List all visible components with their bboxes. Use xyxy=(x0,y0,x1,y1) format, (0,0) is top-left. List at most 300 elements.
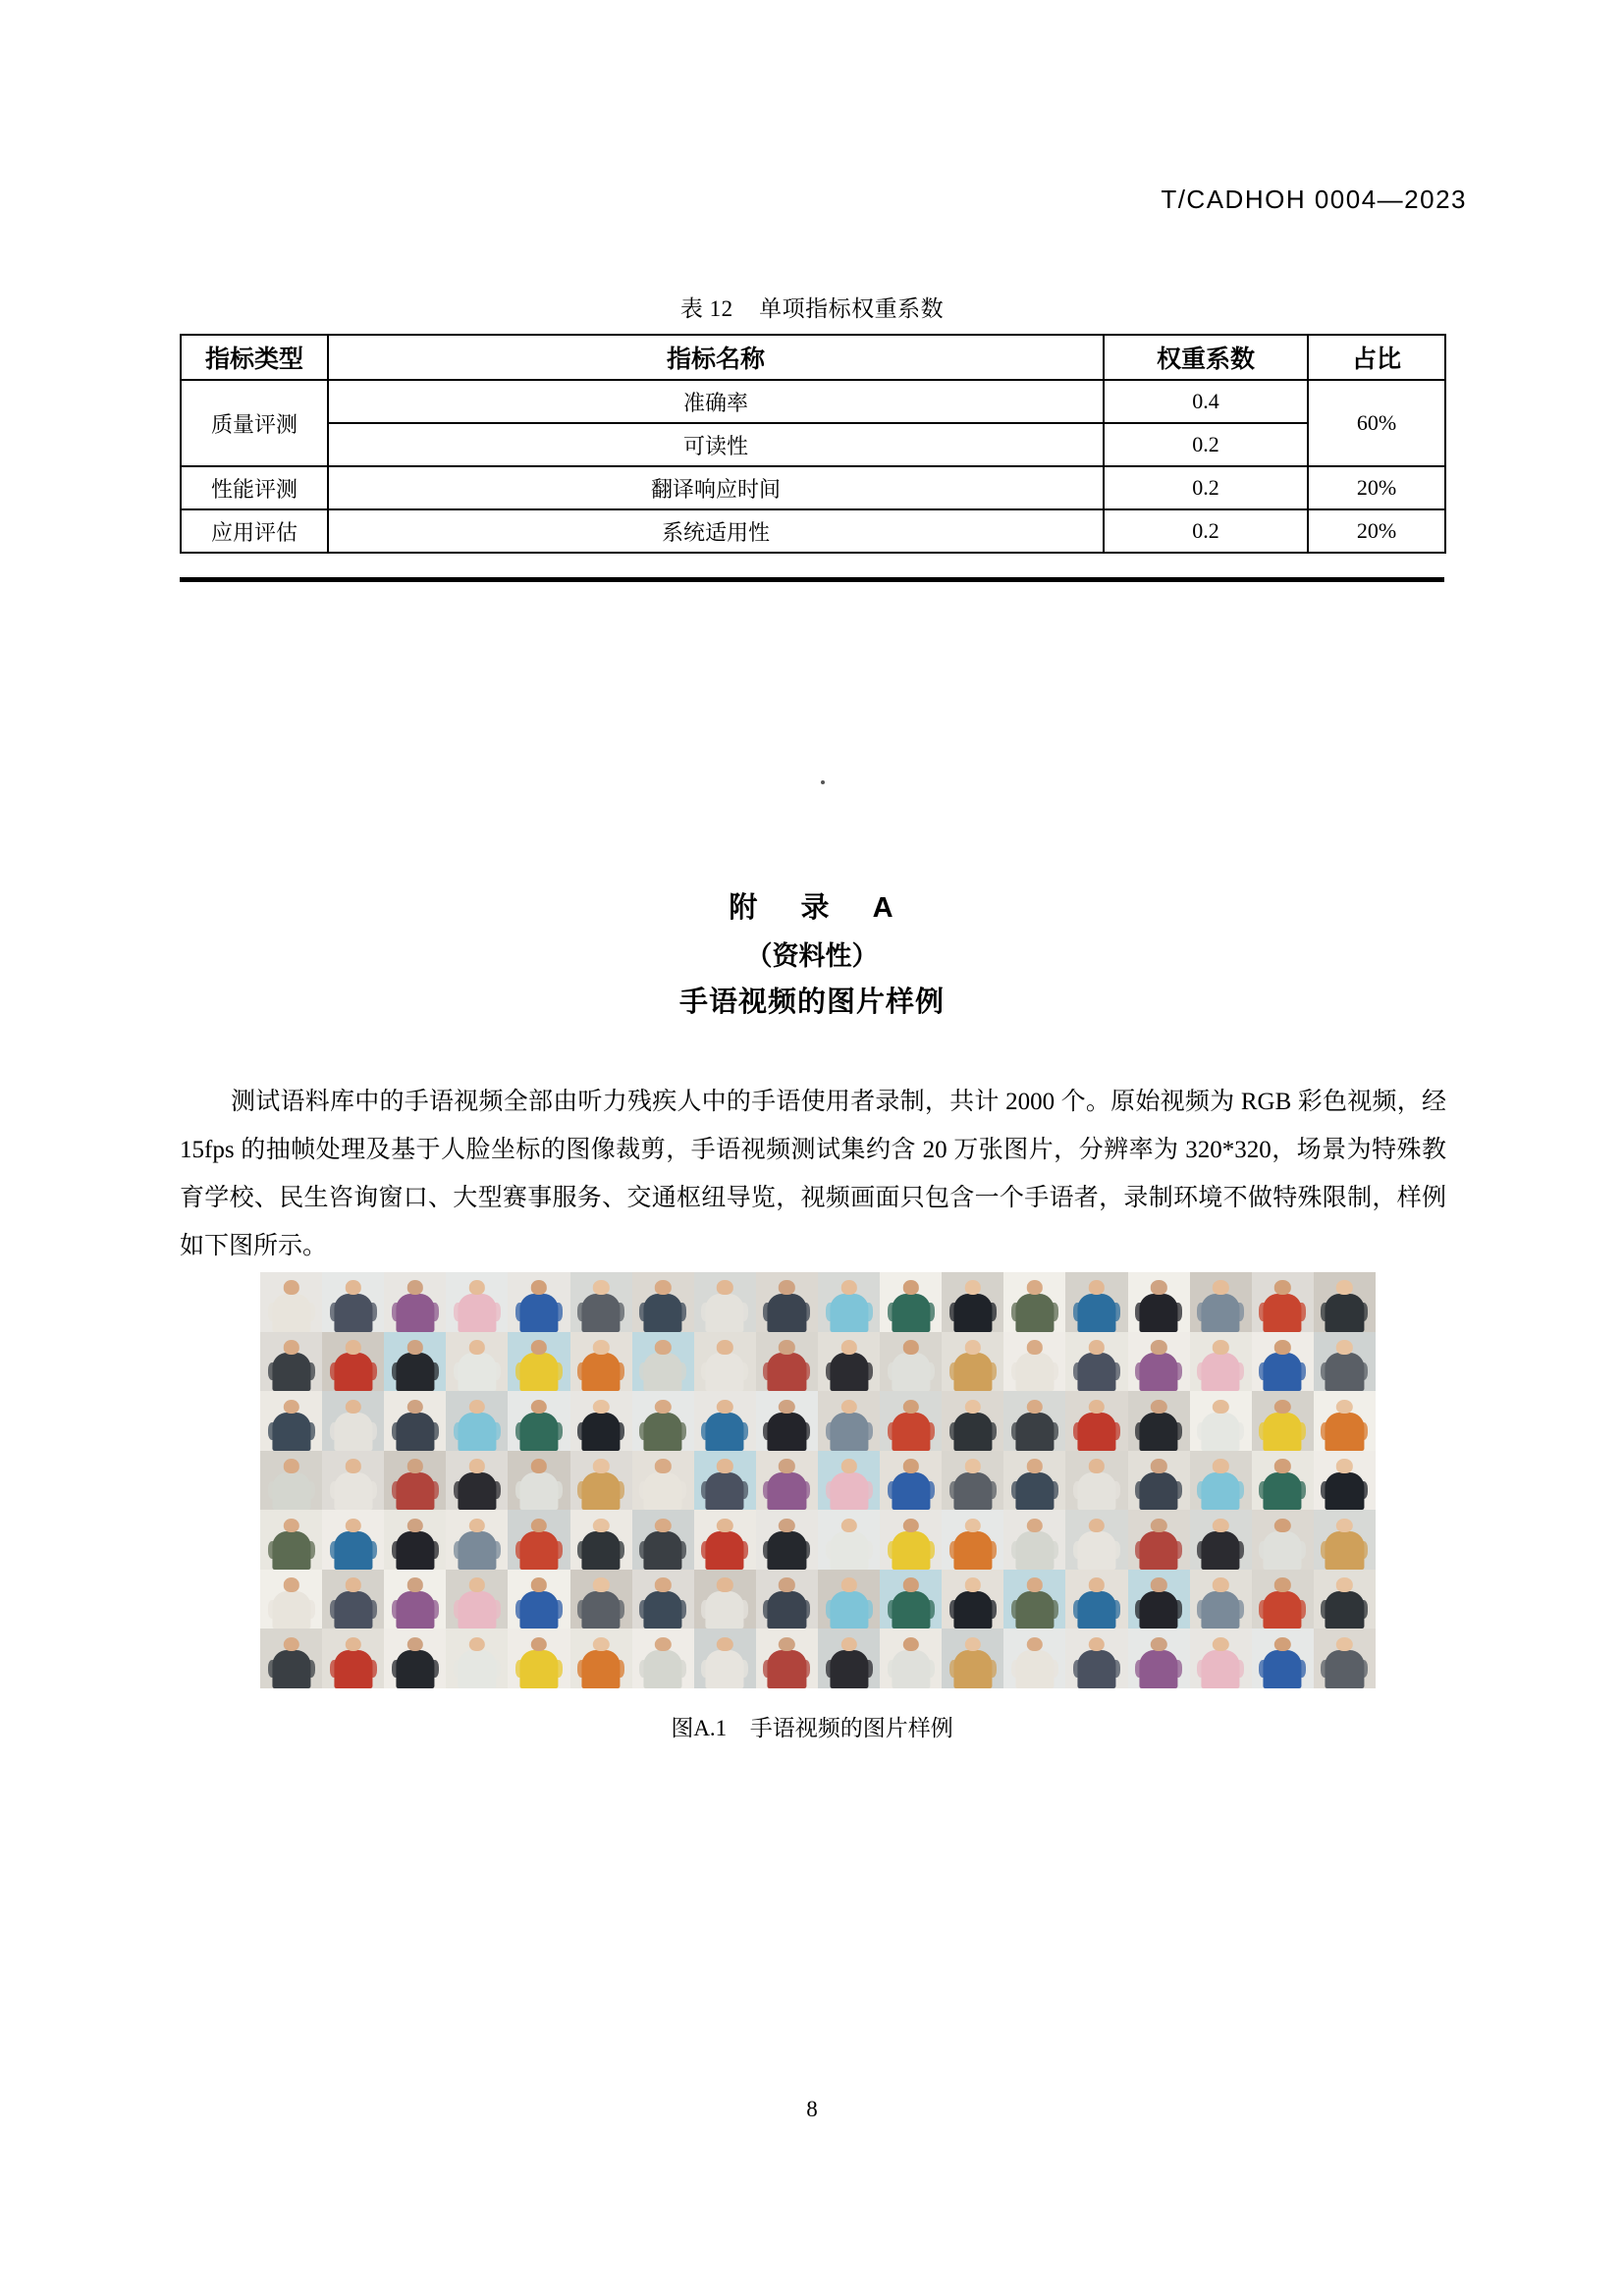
person-head xyxy=(779,1340,794,1355)
photo-cell xyxy=(632,1570,694,1629)
photo-cell xyxy=(260,1391,322,1451)
person-torso xyxy=(953,1472,992,1511)
photo-cell xyxy=(756,1391,818,1451)
photo-cell xyxy=(756,1272,818,1332)
column-header-weight: 权重系数 xyxy=(1104,335,1308,380)
person-head xyxy=(345,1400,360,1415)
photo-cell xyxy=(260,1272,322,1332)
page-number: 8 xyxy=(806,2097,818,2121)
photo-cell xyxy=(1128,1391,1190,1451)
person-head xyxy=(1089,1280,1105,1295)
person-torso xyxy=(272,1472,310,1511)
person-torso xyxy=(706,1591,744,1629)
person-head xyxy=(779,1637,794,1652)
person-head xyxy=(1336,1280,1352,1295)
person-head xyxy=(965,1577,981,1592)
person-torso xyxy=(1140,1353,1178,1391)
person-head xyxy=(345,1519,360,1533)
person-torso xyxy=(458,1353,496,1391)
person-head xyxy=(1274,1459,1290,1473)
person-head xyxy=(593,1519,609,1533)
person-torso xyxy=(582,1353,621,1391)
person-torso xyxy=(1015,1591,1054,1629)
person-head xyxy=(840,1637,856,1652)
person-head xyxy=(655,1400,671,1415)
person-torso xyxy=(644,1294,682,1332)
photo-cell xyxy=(570,1510,632,1570)
person-head xyxy=(531,1340,547,1355)
photo-cell xyxy=(818,1272,880,1332)
person-head xyxy=(345,1280,360,1295)
photo-cell xyxy=(942,1272,1003,1332)
photo-cell xyxy=(1065,1272,1127,1332)
photo-cell xyxy=(694,1391,756,1451)
table-row xyxy=(181,466,1445,509)
person-torso xyxy=(582,1650,621,1688)
photo-cell xyxy=(694,1451,756,1511)
photo-cell xyxy=(942,1451,1003,1511)
person-torso xyxy=(644,1353,682,1391)
person-torso xyxy=(1140,1531,1178,1570)
person-head xyxy=(469,1637,485,1652)
person-torso xyxy=(334,1472,372,1511)
person-torso xyxy=(1202,1353,1240,1391)
photo-cell xyxy=(322,1570,384,1629)
person-head xyxy=(1089,1340,1105,1355)
person-head xyxy=(407,1400,423,1415)
cell-type: 性能评测 xyxy=(181,466,328,509)
person-head xyxy=(407,1637,423,1652)
photo-cell xyxy=(1128,1332,1190,1392)
person-head xyxy=(1336,1519,1352,1533)
photo-cell xyxy=(756,1510,818,1570)
photo-cell xyxy=(508,1570,569,1629)
photo-cell xyxy=(384,1451,446,1511)
photo-cell xyxy=(1003,1332,1065,1392)
person-head xyxy=(1336,1340,1352,1355)
photo-cell xyxy=(1252,1391,1314,1451)
person-torso xyxy=(1326,1353,1364,1391)
person-torso xyxy=(582,1591,621,1629)
cell-share: 20% xyxy=(1308,509,1445,553)
person-torso xyxy=(396,1294,434,1332)
person-torso xyxy=(272,1413,310,1451)
cell-name: 可读性 xyxy=(328,423,1104,466)
photo-cell xyxy=(818,1451,880,1511)
photo-cell xyxy=(1065,1629,1127,1688)
photo-cell xyxy=(446,1391,508,1451)
person-torso xyxy=(519,1472,558,1511)
figure-caption-title: 手语视频的图片样例 xyxy=(749,1716,953,1740)
person-torso xyxy=(334,1294,372,1332)
person-torso xyxy=(1202,1650,1240,1688)
person-torso xyxy=(519,1413,558,1451)
person-torso xyxy=(830,1294,868,1332)
photo-cell xyxy=(818,1570,880,1629)
person-head xyxy=(840,1577,856,1592)
photo-cell xyxy=(942,1332,1003,1392)
person-torso xyxy=(1077,1353,1115,1391)
person-torso xyxy=(1077,1591,1115,1629)
person-torso xyxy=(1140,1591,1178,1629)
photo-cell xyxy=(1252,1629,1314,1688)
person-head xyxy=(593,1340,609,1355)
person-torso xyxy=(1264,1472,1302,1511)
person-head xyxy=(283,1459,298,1473)
person-head xyxy=(840,1519,856,1533)
person-torso xyxy=(1140,1650,1178,1688)
person-torso xyxy=(768,1650,806,1688)
photo-cell xyxy=(570,1570,632,1629)
photo-cell xyxy=(1252,1272,1314,1332)
photo-cell xyxy=(446,1332,508,1392)
person-head xyxy=(1274,1400,1290,1415)
photo-cell xyxy=(384,1570,446,1629)
photo-cell xyxy=(384,1510,446,1570)
person-torso xyxy=(334,1650,372,1688)
person-head xyxy=(593,1577,609,1592)
person-head xyxy=(655,1577,671,1592)
person-torso xyxy=(706,1531,744,1570)
person-torso xyxy=(892,1294,930,1332)
cell-type: 应用评估 xyxy=(181,509,328,553)
person-head xyxy=(840,1400,856,1415)
photo-cell xyxy=(1190,1332,1252,1392)
person-torso xyxy=(830,1413,868,1451)
person-head xyxy=(407,1459,423,1473)
person-head xyxy=(1151,1637,1166,1652)
photo-cell xyxy=(756,1332,818,1392)
table-caption-title: 单项指标权重系数 xyxy=(759,296,945,321)
photo-cell xyxy=(446,1272,508,1332)
person-head xyxy=(1151,1400,1166,1415)
person-torso xyxy=(458,1531,496,1570)
person-head xyxy=(902,1340,918,1355)
person-head xyxy=(1336,1577,1352,1592)
person-torso xyxy=(1015,1413,1054,1451)
photo-cell xyxy=(446,1510,508,1570)
figure-caption xyxy=(0,1710,1624,1742)
photo-cell xyxy=(942,1510,1003,1570)
person-head xyxy=(902,1400,918,1415)
photo-cell xyxy=(942,1391,1003,1451)
photo-cell xyxy=(632,1510,694,1570)
person-head xyxy=(902,1280,918,1295)
photo-cell xyxy=(818,1391,880,1451)
photo-cell xyxy=(260,1570,322,1629)
photo-cell xyxy=(632,1629,694,1688)
photo-cell xyxy=(880,1510,942,1570)
person-head xyxy=(779,1519,794,1533)
person-head xyxy=(965,1280,981,1295)
photo-cell xyxy=(384,1629,446,1688)
photo-cell xyxy=(384,1332,446,1392)
person-head xyxy=(469,1459,485,1473)
person-head xyxy=(717,1400,732,1415)
photo-cell xyxy=(1190,1510,1252,1570)
photo-cell xyxy=(880,1272,942,1332)
photo-cell xyxy=(1314,1570,1376,1629)
photo-cell xyxy=(632,1391,694,1451)
person-head xyxy=(1336,1400,1352,1415)
person-torso xyxy=(953,1650,992,1688)
person-torso xyxy=(396,1472,434,1511)
photo-cell xyxy=(570,1629,632,1688)
person-torso xyxy=(953,1294,992,1332)
person-head xyxy=(1274,1340,1290,1355)
photo-cell xyxy=(942,1570,1003,1629)
person-head xyxy=(407,1519,423,1533)
person-torso xyxy=(706,1353,744,1391)
person-torso xyxy=(582,1472,621,1511)
person-torso xyxy=(768,1591,806,1629)
person-head xyxy=(840,1340,856,1355)
person-torso xyxy=(892,1353,930,1391)
person-head xyxy=(1336,1459,1352,1473)
person-torso xyxy=(1015,1294,1054,1332)
person-torso xyxy=(458,1294,496,1332)
person-head xyxy=(717,1519,732,1533)
person-torso xyxy=(1202,1591,1240,1629)
person-torso xyxy=(1264,1531,1302,1570)
photo-cell xyxy=(322,1451,384,1511)
person-torso xyxy=(1202,1294,1240,1332)
table-row xyxy=(181,509,1445,553)
person-head xyxy=(1274,1637,1290,1652)
person-torso xyxy=(458,1650,496,1688)
photo-cell xyxy=(322,1391,384,1451)
person-torso xyxy=(644,1650,682,1688)
cell-share: 60% xyxy=(1308,380,1445,466)
person-torso xyxy=(830,1531,868,1570)
person-head xyxy=(1213,1280,1228,1295)
cell-weight: 0.2 xyxy=(1104,423,1308,466)
photo-cell xyxy=(508,1272,569,1332)
person-torso xyxy=(1140,1294,1178,1332)
photo-cell xyxy=(508,1510,569,1570)
photo-cell xyxy=(880,1570,942,1629)
person-torso xyxy=(272,1294,310,1332)
person-torso xyxy=(768,1472,806,1511)
photo-cell xyxy=(1003,1451,1065,1511)
person-head xyxy=(1151,1577,1166,1592)
person-head xyxy=(1213,1637,1228,1652)
cell-type: 质量评测 xyxy=(181,380,328,466)
person-head xyxy=(469,1340,485,1355)
cell-share: 20% xyxy=(1308,466,1445,509)
person-head xyxy=(655,1637,671,1652)
figure-caption-label: 图A.1 xyxy=(671,1716,728,1740)
person-head xyxy=(779,1400,794,1415)
person-torso xyxy=(1015,1650,1054,1688)
photo-cell xyxy=(1065,1391,1127,1451)
figure-image-sample-grid xyxy=(260,1272,1376,1688)
person-head xyxy=(407,1340,423,1355)
photo-cell xyxy=(260,1451,322,1511)
photo-cell xyxy=(1314,1510,1376,1570)
person-torso xyxy=(1264,1591,1302,1629)
photo-cell xyxy=(1252,1332,1314,1392)
person-torso xyxy=(768,1413,806,1451)
photo-cell xyxy=(756,1451,818,1511)
person-torso xyxy=(1140,1413,1178,1451)
person-torso xyxy=(1077,1413,1115,1451)
person-torso xyxy=(396,1413,434,1451)
person-torso xyxy=(892,1650,930,1688)
person-head xyxy=(1213,1519,1228,1533)
photo-cell xyxy=(446,1629,508,1688)
person-torso xyxy=(519,1531,558,1570)
person-torso xyxy=(830,1472,868,1511)
person-torso xyxy=(1015,1531,1054,1570)
person-head xyxy=(469,1577,485,1592)
person-head xyxy=(531,1637,547,1652)
photo-cell xyxy=(880,1629,942,1688)
photo-cell xyxy=(1128,1629,1190,1688)
person-head xyxy=(1089,1637,1105,1652)
person-torso xyxy=(272,1591,310,1629)
photo-cell xyxy=(1003,1629,1065,1688)
person-torso xyxy=(1077,1294,1115,1332)
photo-cell xyxy=(632,1272,694,1332)
photo-cell xyxy=(880,1391,942,1451)
person-head xyxy=(345,1577,360,1592)
person-head xyxy=(283,1577,298,1592)
photo-cell xyxy=(1128,1451,1190,1511)
person-head xyxy=(1089,1577,1105,1592)
person-torso xyxy=(519,1353,558,1391)
person-torso xyxy=(768,1353,806,1391)
photo-cell xyxy=(1003,1391,1065,1451)
photo-cell xyxy=(570,1332,632,1392)
person-head xyxy=(469,1280,485,1295)
person-torso xyxy=(1202,1413,1240,1451)
person-torso xyxy=(644,1531,682,1570)
photo-cell xyxy=(942,1629,1003,1688)
person-torso xyxy=(1326,1413,1364,1451)
person-head xyxy=(1274,1577,1290,1592)
person-head xyxy=(407,1280,423,1295)
person-torso xyxy=(644,1591,682,1629)
person-head xyxy=(1151,1519,1166,1533)
person-head xyxy=(655,1340,671,1355)
cell-name: 翻译响应时间 xyxy=(328,466,1104,509)
person-head xyxy=(531,1459,547,1473)
photo-cell xyxy=(1190,1629,1252,1688)
person-torso xyxy=(644,1413,682,1451)
person-torso xyxy=(1326,1591,1364,1629)
person-head xyxy=(1027,1459,1043,1473)
table-row xyxy=(181,380,1445,423)
appendix-letter: A xyxy=(872,892,895,924)
photo-cell xyxy=(818,1332,880,1392)
person-head xyxy=(717,1459,732,1473)
photo-cell xyxy=(1190,1570,1252,1629)
photo-cell xyxy=(1314,1629,1376,1688)
person-torso xyxy=(1202,1472,1240,1511)
person-head xyxy=(283,1637,298,1652)
person-head xyxy=(1336,1637,1352,1652)
person-torso xyxy=(272,1531,310,1570)
photo-cell xyxy=(1065,1510,1127,1570)
person-head xyxy=(965,1459,981,1473)
photo-cell xyxy=(260,1332,322,1392)
photo-cell xyxy=(446,1570,508,1629)
appendix-label-fu: 附 xyxy=(729,892,760,924)
photo-cell xyxy=(880,1332,942,1392)
person-torso xyxy=(706,1413,744,1451)
photo-cell xyxy=(1065,1332,1127,1392)
document-standard-id: T/CADHOH 0004—2023 xyxy=(1161,185,1467,214)
person-head xyxy=(593,1280,609,1295)
photo-cell xyxy=(384,1272,446,1332)
person-torso xyxy=(1077,1531,1115,1570)
person-head xyxy=(965,1637,981,1652)
photo-cell xyxy=(1128,1510,1190,1570)
person-head xyxy=(840,1280,856,1295)
person-torso xyxy=(1202,1531,1240,1570)
person-head xyxy=(717,1280,732,1295)
person-head xyxy=(655,1519,671,1533)
person-torso xyxy=(396,1353,434,1391)
cell-name: 准确率 xyxy=(328,380,1104,423)
person-head xyxy=(1027,1280,1043,1295)
photo-cell xyxy=(632,1332,694,1392)
person-torso xyxy=(519,1294,558,1332)
person-torso xyxy=(953,1353,992,1391)
person-head xyxy=(531,1577,547,1592)
person-torso xyxy=(1140,1472,1178,1511)
person-torso xyxy=(272,1650,310,1688)
person-torso xyxy=(334,1413,372,1451)
person-head xyxy=(469,1400,485,1415)
appendix-nature: （资料性） xyxy=(745,941,879,971)
person-head xyxy=(1027,1637,1043,1652)
person-torso xyxy=(830,1591,868,1629)
page-artifact-dot xyxy=(821,780,825,784)
photo-cell xyxy=(818,1510,880,1570)
person-torso xyxy=(396,1531,434,1570)
person-torso xyxy=(1264,1413,1302,1451)
weights-table xyxy=(180,334,1446,554)
person-head xyxy=(840,1459,856,1473)
person-head xyxy=(717,1637,732,1652)
person-head xyxy=(779,1459,794,1473)
person-head xyxy=(407,1577,423,1592)
person-head xyxy=(1089,1519,1105,1533)
photo-cell xyxy=(1128,1570,1190,1629)
person-head xyxy=(655,1459,671,1473)
photo-cell xyxy=(260,1629,322,1688)
appendix-label-lu: 录 xyxy=(800,892,832,924)
photo-cell xyxy=(508,1332,569,1392)
photo-cell xyxy=(1003,1510,1065,1570)
column-header-type: 指标类型 xyxy=(181,335,328,380)
photo-cell xyxy=(1314,1332,1376,1392)
photo-collage xyxy=(260,1272,1376,1688)
photo-cell xyxy=(1252,1510,1314,1570)
table-header-row xyxy=(181,335,1445,380)
photo-cell xyxy=(508,1451,569,1511)
person-head xyxy=(1027,1340,1043,1355)
person-head xyxy=(283,1400,298,1415)
photo-cell xyxy=(1003,1570,1065,1629)
person-head xyxy=(655,1280,671,1295)
photo-cell xyxy=(1314,1272,1376,1332)
person-head xyxy=(283,1519,298,1533)
cell-weight: 0.2 xyxy=(1104,466,1308,509)
person-torso xyxy=(582,1413,621,1451)
